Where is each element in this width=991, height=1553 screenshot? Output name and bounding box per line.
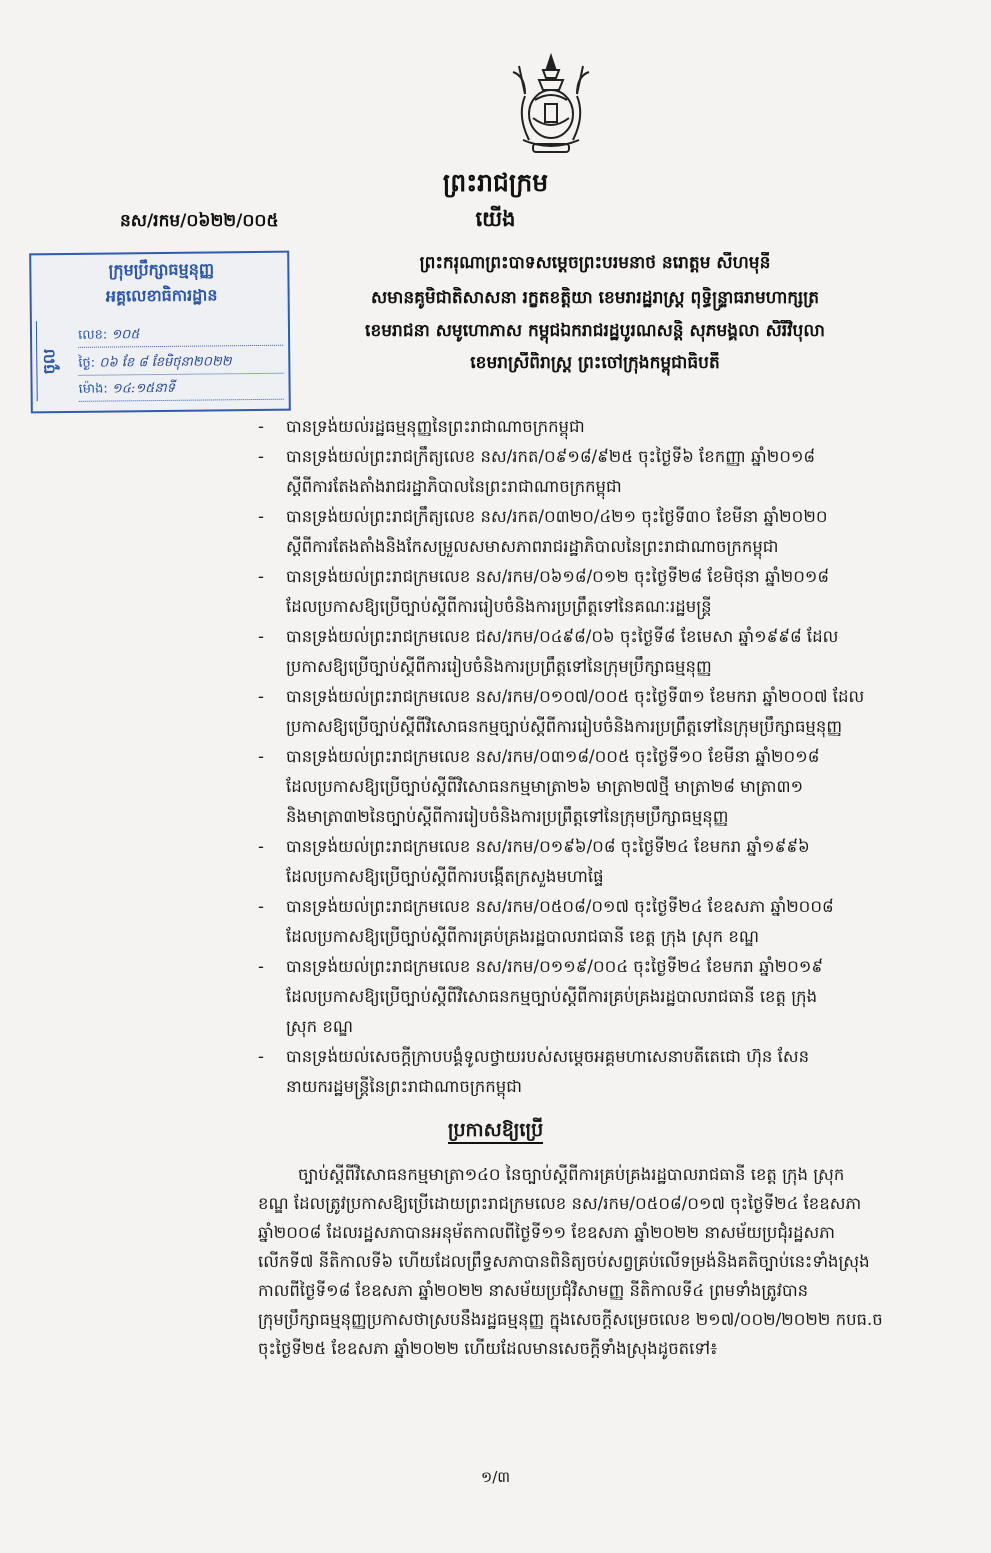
list-item-line: បានទ្រង់យល់ព្រះរាជក្រមលេខ នស/រកម/០៥០៨/០១៧ ចុះថ្ងៃទី២៤ ខែឧសភា ឆ្នាំ២០០៨ [286, 897, 834, 916]
document-number: នស/រកម/០៦២២/០០៥ [120, 211, 279, 231]
stamp-row-number [78, 323, 283, 348]
list-item-line: បានទ្រង់យល់ព្រះរាជក្រមលេខ នស/រកម/០១០៧/០០៥ ចុះថ្ងៃទី៣១ ខែមករា ឆ្នាំ២០០៧ ដែល [286, 687, 865, 706]
list-item-line: បានទ្រង់យល់ព្រះរាជក្រមលេខ នស/រកម/០៦១៨/០១២ ចុះថ្ងៃទី២៨ ខែមិថុនា ឆ្នាំ២០១៨ [286, 567, 830, 586]
king-title-line-1: ព្រះករុណាព្រះបាទសម្តេចព្រះបរមនាថ នរោត្តម សីហមុនី [419, 253, 771, 273]
list-item-line: បានទ្រង់យល់ព្រះរាជក្រមលេខ នស/រកម/០១១៩/០០៤ ចុះថ្ងៃទី២៤ ខែមករា ឆ្នាំ២០១៩ [286, 957, 824, 976]
list-item-line: ដែលប្រកាសឱ្យប្រើច្បាប់ស្តីពីវិសោធនកម្មច្បាប់ស្តីពីការគ្រប់គ្រងរដ្ឋបាលរាជធានី ខេត្ត ក្រុង [286, 987, 818, 1006]
list-item-line: ដែលប្រកាសឱ្យប្រើច្បាប់ស្តីពីការរៀបចំនិងការប្រព្រឹត្តទៅនៃគណៈរដ្ឋមន្ត្រី [286, 597, 712, 616]
list-item: - បានទ្រង់យល់ព្រះរាជក្រមលេខ នស/រកម/០១០៧/០០៥ ចុះថ្ងៃទី៣១ ខែមករា ឆ្នាំ២០០៧ ដែល ប្រកាសឱ្យប្រើច្បាប់ស្តីពីវិសោធនកម្មច្បាប់ស្តីពីការរៀបចំនិងការប្រព្រឹត្តទៅនៃក្រុមប្រឹក្សាធម្មនុញ្ញ [258, 682, 958, 742]
list-item: - បានទ្រង់យល់ព្រះរាជក្រមលេខ នស/រកម/០១១៩/០០៤ ចុះថ្ងៃទី២៤ ខែមករា ឆ្នាំ២០១៩ ដែលប្រកាសឱ្យប្រើច្បាប់ស្តីពីវិសោធនកម្មច្បាប់ស្តីពីការគ្រប់គ្រងរដ្ឋបាលរាជធានី ខេត្ត ក្រុង ស្រុក ខណ្ឌ [258, 952, 958, 1042]
king-title-line-3: ខេមរាជនា សមូហោភាស កម្ពុជឯករាជរដ្ឋបូរណសន្តិ សុភមង្គលា សិរីវិបុលា [365, 321, 825, 341]
list-item-line: នាយករដ្ឋមន្ត្រីនៃព្រះរាជាណាចក្រកម្ពុជា [286, 1077, 522, 1096]
list-item-line: ដែលប្រកាសឱ្យប្រើច្បាប់ស្តីពីការគ្រប់គ្រងរដ្ឋបាលរាជធានី ខេត្ត ក្រុង ស្រុក ខណ្ឌ [286, 927, 759, 946]
list-item: - បានទ្រង់យល់ព្រះរាជក្រឹត្យលេខ នស/រកត/០៣២០/៤២១ ចុះថ្ងៃទី៣០ ខែមីនា ឆ្នាំ២០២០ ស្តីពីការតែងតាំងនិងកែសម្រួលសមាសភាពរាជរដ្ឋាភិបាលនៃព្រះរាជាណាចក្រកម្ពុជា [258, 502, 958, 562]
decree-title: ព្រះរាជក្រម [442, 168, 549, 197]
list-item-line: និងមាត្រា៣២នៃច្បាប់ស្តីពីការរៀបចំនិងការប្រព្រឹត្តទៅនៃក្រុមប្រឹក្សាធម្មនុញ្ញ [286, 807, 729, 826]
list-item-line: បានទ្រង់យល់ព្រះរាជក្រមលេខ នស/រកម/០១៩៦/០៨ ចុះថ្ងៃទី២៤ ខែមករា ឆ្នាំ១៩៩៦ [286, 837, 810, 856]
paragraph-line: ឆ្នាំ២០០៨ ដែលរដ្ឋសភាបានអនុម័តកាលពីថ្ងៃទី១១ ខែឧសភា ឆ្នាំ២០២២ នាសម័យប្រជុំរដ្ឋសភា [258, 1223, 835, 1242]
list-item: - បានទ្រង់យល់ព្រះរាជក្រមលេខ នស/រកម/០៦១៨/០១២ ចុះថ្ងៃទី២៨ ខែមិថុនា ឆ្នាំ២០១៨ ដែលប្រកាសឱ្យប្រើច្បាប់ស្តីពីការរៀបចំនិងការប្រព្រឹត្តទៅនៃគណៈរដ្ឋមន្ត្រី [258, 562, 958, 622]
stamp-subtitle: អគ្គលេខាធិការដ្ឋាន [105, 285, 218, 306]
paragraph-line: លើកទី៧ នីតិកាលទី៦ ហើយដែលព្រឹទ្ធសភាបានពិនិត្យចប់សព្វគ្រប់លើទម្រង់និងគតិច្បាប់នេះទាំងស្រុង [258, 1252, 870, 1271]
decree-subtitle: យើង [475, 207, 516, 231]
list-item-line: ស្តីពីការតែងតាំងនិងកែសម្រួលសមាសភាពរាជរដ្ឋាភិបាលនៃព្រះរាជាណាចក្រកម្ពុជា [286, 537, 779, 556]
list-item-line: ដែលប្រកាសឱ្យប្រើច្បាប់ស្តីពីវិសោធនកម្មមាត្រា២៦ មាត្រា២៧ថ្មី មាត្រា២៨ មាត្រា៣១ [286, 777, 804, 796]
list-item-line: បានទ្រង់យល់សេចក្តីក្រាបបង្គំទូលថ្វាយរបស់សម្តេចអគ្គមហាសេនាបតីតេជោ ហ៊ុន សែន [286, 1047, 810, 1066]
stamp-row-date-label: ថ្ងៃ: [78, 355, 96, 371]
receipt-stamp [29, 251, 291, 414]
list-item: - បានទ្រង់យល់ព្រះរាជក្រឹត្យលេខ នស/រកត/០៩១៨/៩២៥ ចុះថ្ងៃទី៦ ខែកញ្ញា ឆ្នាំ២០១៨ ស្តីពីការតែងតាំងរាជរដ្ឋាភិបាលនៃព្រះរាជាណាចក្រកម្ពុជា [258, 442, 958, 502]
list-item-line: ស្តីពីការតែងតាំងរាជរដ្ឋាភិបាលនៃព្រះរាជាណាចក្រកម្ពុជា [286, 477, 622, 496]
paragraph-line: ខណ្ឌ ដែលត្រូវប្រកាសឱ្យប្រើដោយព្រះរាជក្រមលេខ នស/រកម/០៥០៨/០១៧ ចុះថ្ងៃទី២៤ ខែឧសភា [258, 1194, 862, 1213]
list-item-line: ប្រកាសឱ្យប្រើច្បាប់ស្តីពីការរៀបចំនិងការប្រព្រឹត្តទៅនៃក្រុមប្រឹក្សាធម្មនុញ្ញ [286, 657, 712, 676]
body-paragraph [258, 1160, 958, 1363]
section-title [0, 1118, 991, 1146]
considerations-list [258, 412, 958, 1102]
list-item-line: បានទ្រង់យល់ព្រះរាជក្រមលេខ នស/រកម/០៣១៨/០០៥ ចុះថ្ងៃទី១០ ខែមីនា ឆ្នាំ២០១៨ [286, 747, 820, 766]
paragraph-line: កាលពីថ្ងៃទី១៨ ខែឧសភា ឆ្នាំ២០២២ នាសម័យប្រជុំវិសាមញ្ញ នីតិកាលទី៤ ព្រមទាំងត្រូវបាន [258, 1281, 809, 1300]
list-item-line: បានទ្រង់យល់រដ្ឋធម្មនុញ្ញនៃព្រះរាជាណាចក្រកម្ពុជា [286, 417, 585, 436]
list-item: - បានទ្រង់យល់ព្រះរាជក្រមលេខ នស/រកម/០៣១៨/០០៥ ចុះថ្ងៃទី១០ ខែមីនា ឆ្នាំ២០១៨ ដែលប្រកាសឱ្យប្រើច្បាប់ស្តីពីវិសោធនកម្មមាត្រា២៦ មាត្រា២៧ថ្មី មាត្រា២៨ មាត្រា៣១ និងមាត្រា៣២នៃច្បាប់ស្តីពីការរៀបចំនិងការប្រព្រឹត្តទៅនៃក្រុមប្រឹក្សាធម្មនុញ្ញ [258, 742, 958, 832]
page-number: ១/៣ [480, 1468, 511, 1486]
list-item-line: ដែលប្រកាសឱ្យប្រើច្បាប់ស្តីពីការបង្កើតក្រសួងមហាផ្ទៃ [286, 867, 604, 886]
list-item: - បានទ្រង់យល់ព្រះរាជក្រមលេខ ជស/រកម/០៤៩៨/០៦ ចុះថ្ងៃទី៨ ខែមេសា ឆ្នាំ១៩៩៨ ដែល ប្រកាសឱ្យប្រើច្បាប់ស្តីពីការរៀបចំនិងការប្រព្រឹត្តទៅនៃក្រុមប្រឹក្សាធម្មនុញ្ញ [258, 622, 958, 682]
stamp-side-label: ចូល [36, 321, 74, 401]
paragraph-line: ក្រុមប្រឹក្សាធម្មនុញ្ញប្រកាសថាស្របនឹងរដ្ឋធម្មនុញ្ញ ក្នុងសេចក្តីសម្រេចលេខ ២១៧/០០២/២០២២ កបធ.ច [258, 1310, 883, 1329]
stamp-row-time-value: ១៤:១៥នាទី [111, 380, 176, 397]
stamp-title: ក្រុមប្រឹក្សាធម្មនុញ្ញ [108, 259, 215, 280]
list-item: - បានទ្រង់យល់រដ្ឋធម្មនុញ្ញនៃព្រះរាជាណាចក្រកម្ពុជា [258, 412, 958, 442]
list-item: - បានទ្រង់យល់ព្រះរាជក្រមលេខ នស/រកម/០៥០៨/០១៧ ចុះថ្ងៃទី២៤ ខែឧសភា ឆ្នាំ២០០៨ ដែលប្រកាសឱ្យប្រើច្បាប់ស្តីពីការគ្រប់គ្រងរដ្ឋបាលរាជធានី ខេត្ត ក្រុង ស្រុក ខណ្ឌ [258, 892, 958, 952]
king-title-line-2: សមានគូមិជាតិសាសនា រក្ខតខត្តិយា ខេមរារដ្ឋរាស្ត្រ ពុទ្ធិន្ទ្រាធរាមហាក្សត្រ [370, 288, 820, 308]
stamp-row-date [78, 351, 283, 376]
royal-coat-of-arms-icon [505, 52, 597, 160]
stamp-row-time-label: ម៉ោង: [78, 381, 108, 397]
list-item-line: ប្រកាសឱ្យប្រើច្បាប់ស្តីពីវិសោធនកម្មច្បាប់ស្តីពីការរៀបចំនិងការប្រព្រឹត្តទៅនៃក្រុមប្រឹក្សាធម្មនុញ្ញ [286, 717, 843, 736]
stamp-row-number-value: ១០៥ [111, 327, 140, 343]
list-item-line: បានទ្រង់យល់ព្រះរាជក្រឹត្យលេខ នស/រកត/០៣២០/៤២១ ចុះថ្ងៃទី៣០ ខែមីនា ឆ្នាំ២០២០ [286, 507, 828, 526]
section-title-text: ប្រកាសឱ្យប្រើ [448, 1119, 543, 1144]
list-item-line: ស្រុក ខណ្ឌ [286, 1017, 353, 1036]
list-item-line: បានទ្រង់យល់ព្រះរាជក្រឹត្យលេខ នស/រកត/០៩១៨/៩២៥ ចុះថ្ងៃទី៦ ខែកញ្ញា ឆ្នាំ២០១៨ [286, 447, 816, 466]
list-item: - បានទ្រង់យល់សេចក្តីក្រាបបង្គំទូលថ្វាយរបស់សម្តេចអគ្គមហាសេនាបតីតេជោ ហ៊ុន សែន នាយករដ្ឋមន្ត្រីនៃព្រះរាជាណាចក្រកម្ពុជា [258, 1042, 958, 1102]
paragraph-line: ច្បាប់ស្តីពីវិសោធនកម្មមាត្រា១៤០ នៃច្បាប់ស្តីពីការគ្រប់គ្រងរដ្ឋបាលរាជធានី ខេត្ត ក្រុង ស្រុក [298, 1165, 845, 1184]
list-item-line: បានទ្រង់យល់ព្រះរាជក្រមលេខ ជស/រកម/០៤៩៨/០៦ ចុះថ្ងៃទី៨ ខែមេសា ឆ្នាំ១៩៩៨ ដែល [286, 627, 839, 646]
stamp-row-number-label: លេខ: [77, 327, 108, 343]
king-title-line-4: ខេមរាស្រីពិរាស្ត្រ ព្រះចៅក្រុងកម្ពុជាធិបតី [470, 353, 720, 373]
list-item: - បានទ្រង់យល់ព្រះរាជក្រមលេខ នស/រកម/០១៩៦/០៨ ចុះថ្ងៃទី២៤ ខែមករា ឆ្នាំ១៩៩៦ ដែលប្រកាសឱ្យប្រើច្បាប់ស្តីពីការបង្កើតក្រសួងមហាផ្ទៃ [258, 832, 958, 892]
stamp-row-time [78, 377, 283, 402]
paragraph-line: ចុះថ្ងៃទី២៥ ខែឧសភា ឆ្នាំ២០២២ ហើយដែលមានសេចក្តីទាំងស្រុងដូចតទៅ៖ [258, 1339, 718, 1358]
stamp-row-date-value: ០៦ ខែ ៨ ខែមិថុនា២០២២ [99, 354, 232, 371]
